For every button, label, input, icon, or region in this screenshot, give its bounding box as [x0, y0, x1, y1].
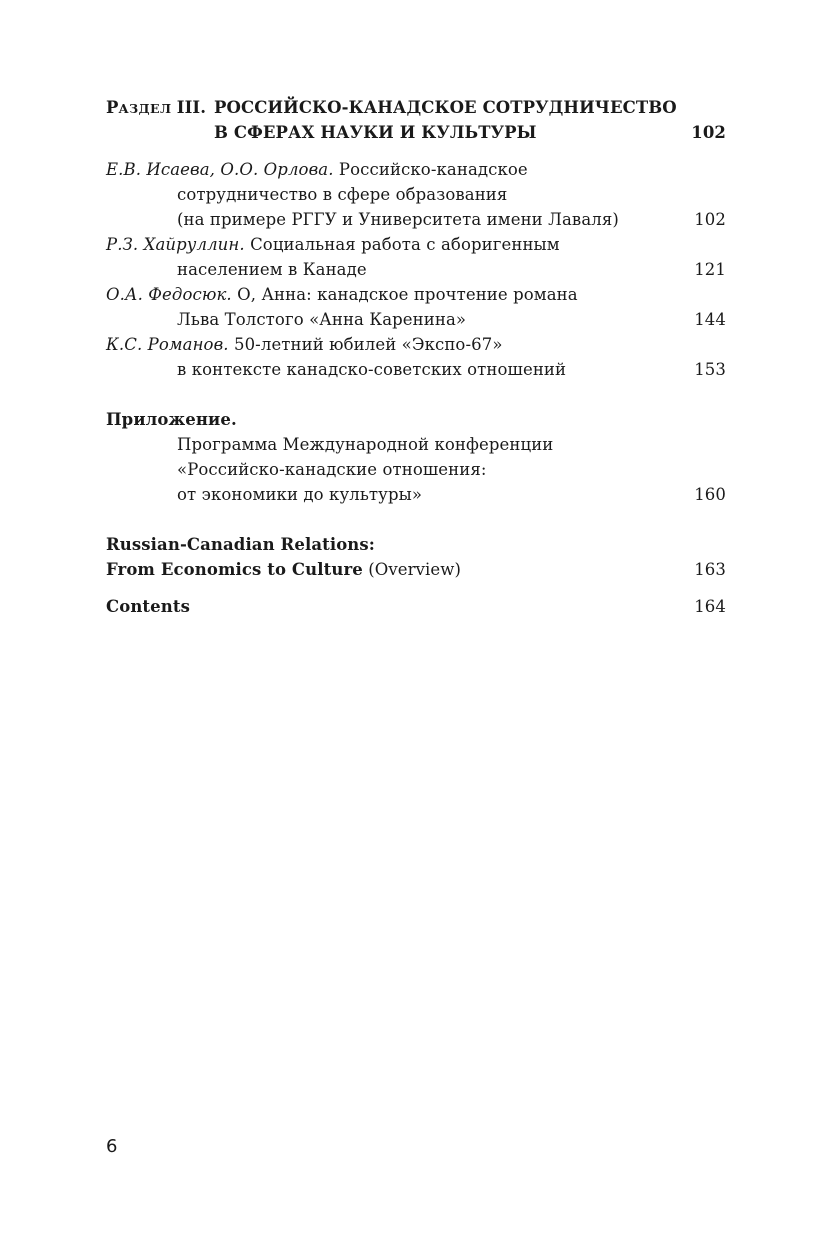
entry-3-line-2 [106, 307, 726, 332]
contents-page-number: 164 [694, 597, 726, 616]
entry-3-title-line-1: О, Анна: канадское прочтение романа [231, 285, 578, 304]
entry-4-authors: К.С. Романов. [106, 335, 229, 354]
overview-line-2 [106, 557, 726, 582]
entry-4-page-number: 153 [694, 360, 726, 379]
appendix-page-number: 160 [694, 485, 726, 504]
entry-1-authors: Е.В. Исаева, О.О. Орлова. [106, 160, 334, 179]
appendix-heading-line [106, 407, 726, 432]
entry-1-title-line-3: (на примере РГГУ и Университета имени Лаваля) [177, 210, 619, 229]
entry-4-line-2 [106, 357, 726, 382]
overview-line-1 [106, 532, 726, 557]
section-label-cap: Р [106, 98, 119, 117]
entry-1-title-line-2: сотрудничество в сфере образования [177, 185, 508, 204]
contents-line [106, 594, 726, 619]
appendix-line-2 [106, 457, 726, 482]
appendix-line-3 [106, 482, 726, 507]
section-heading-line-2 [106, 120, 726, 145]
appendix-text-line-2: «Российско-канадские отношения: [177, 460, 487, 479]
entry-3-page-number: 144 [694, 310, 726, 329]
entry-4-title-line-2: в контексте канадско-советских отношений [177, 360, 567, 379]
entry-2-line-2 [106, 257, 726, 282]
entry-2-line-1 [106, 232, 726, 257]
overview-title-line-2: From Economics to Culture [106, 560, 363, 579]
entry-1-line-1 [106, 157, 726, 182]
entry-4-title-line-1: 50-летний юбилей «Экспо-67» [228, 335, 503, 354]
overview-title-line-1: Russian-Canadian Relations: [106, 535, 375, 554]
overview-page-number: 163 [694, 560, 726, 579]
entry-2-title-line-1: Социальная работа с аборигенным [244, 235, 560, 254]
entry-2-title-line-2: населением в Канаде [177, 260, 367, 279]
table-of-contents [106, 95, 726, 619]
appendix-line-1 [106, 432, 726, 457]
overview-title-suffix: (Overview) [362, 560, 462, 579]
section-title-line-1: РОССИЙСКО-КАНАДСКОЕ СОТРУДНИЧЕСТВО [214, 98, 677, 117]
entry-3-authors: О.А. Федосюк. [106, 285, 232, 304]
entry-4-line-1 [106, 332, 726, 357]
section-label-rest: АЗДЕЛ [118, 101, 172, 116]
entry-2-page-number: 121 [694, 260, 726, 279]
entry-3-title-line-2: Льва Толстого «Анна Каренина» [177, 310, 467, 329]
appendix-text-line-1: Программа Международной конференции [177, 435, 554, 454]
entry-1-title-line-1: Российско-канадское [333, 160, 528, 179]
appendix-heading: Приложение. [106, 410, 237, 429]
page-folio-number: 6 [106, 1136, 118, 1157]
contents-label: Contents [106, 597, 190, 616]
section-title-line-2: В СФЕРАХ НАУКИ И КУЛЬТУРЫ [214, 123, 537, 142]
section-page-number: 102 [691, 123, 726, 142]
section-heading-line-1 [106, 95, 726, 120]
entry-1-page-number: 102 [694, 210, 726, 229]
entry-1-line-3 [106, 207, 726, 232]
section-number: III. [176, 98, 207, 117]
entry-3-line-1 [106, 282, 726, 307]
appendix-text-line-3: от экономики до культуры» [177, 485, 423, 504]
entry-1-line-2 [106, 182, 726, 207]
entry-2-authors: Р.З. Хайруллин. [106, 235, 245, 254]
